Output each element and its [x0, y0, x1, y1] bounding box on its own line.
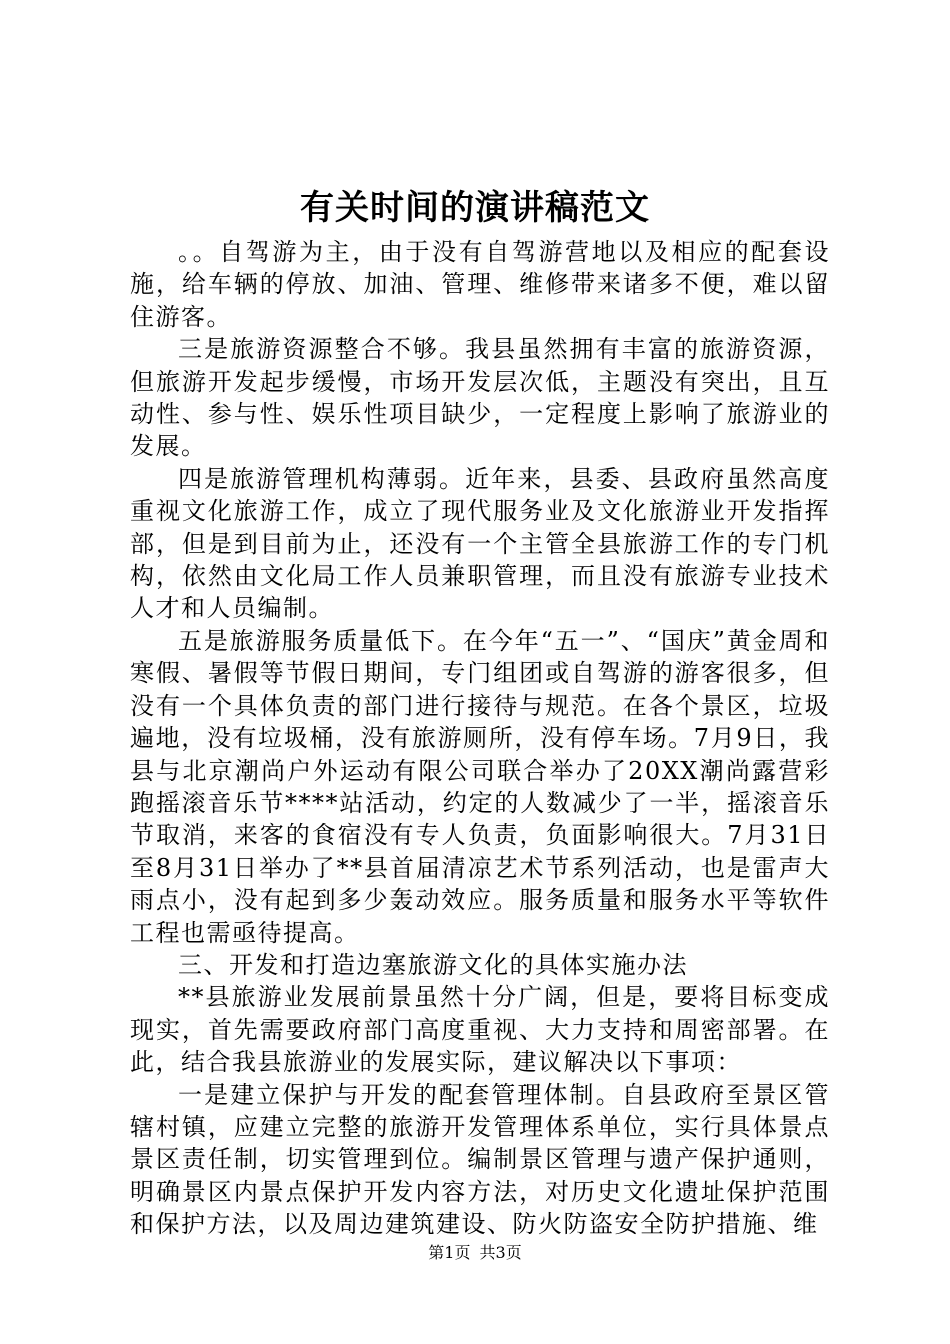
- document-body: [130, 236, 830, 1241]
- paragraph-1: 。。自驾游为主，由于没有自驾游营地以及相应的配套设施，给车辆的停放、加油、管理、维修带来诸多不便，难以留住游客。: [130, 238, 830, 331]
- paragraph-6: 一是建立保护与开发的配套管理体制。自县政府至景区管辖村镇，应建立完整的旅游开发管理体系单位，实行具体景点景区责任制，切实管理到位。编制景区管理与遗产保护通则，明确景区内景点保护开发内容方法，对历史文化遗址保护范围和保护方法，以及周边建筑建设、防火防盗安全防护措施、维: [130, 1080, 830, 1239]
- document-title: 有关时间的演讲稿范文: [300, 188, 650, 228]
- paragraph-4: 五是旅游服务质量低下。在今年“五一”、“国庆”黄金周和寒假、暑假等节假日期间，专门组团或自驾游的游客很多，但没有一个具体负责的部门进行接待与规范。在各个景区，垃圾遍地，没有垃圾桶，没有旅游厕所，没有停车场。7月9日，我县与北京潮尚户外运动有限公司联合举办了20XX潮尚露营彩跑摇滚音乐节****站活动，约定的人数减少了一半，摇滚音乐节取消，来客的食宿没有专人负责，负面影响很大。7月31日至8月31日举办了**县首届清凉艺术节系列活动，也是雷声大雨点小，没有起到多少轰动效应。服务质量和服务水平等软件工程也需亟待提高。: [130, 626, 830, 947]
- paragraph-2: 三是旅游资源整合不够。我县虽然拥有丰富的旅游资源，但旅游开发起步缓慢，市场开发层次低，主题没有突出，且互动性、参与性、娱乐性项目缺少，一定程度上影响了旅游业的发展。: [130, 335, 830, 461]
- section-heading: 三、开发和打造边塞旅游文化的具体实施办法: [178, 950, 688, 979]
- page-number-footer: 第1页 共3页: [428, 1243, 522, 1262]
- paragraph-3: 四是旅游管理机构薄弱。近年来，县委、县政府虽然高度重视文化旅游工作，成立了现代服务业及文化旅游业开发指挥部，但是到目前为止，还没有一个主管全县旅游工作的专门机构，依然由文化局工作人员兼职管理，而且没有旅游专业技术人才和人员编制。: [130, 464, 830, 623]
- paragraph-5: **县旅游业发展前景虽然十分广阔，但是，要将目标变成现实，首先需要政府部门高度重视、大力支持和周密部署。在此，结合我县旅游业的发展实际，建议解决以下事项：: [130, 983, 830, 1077]
